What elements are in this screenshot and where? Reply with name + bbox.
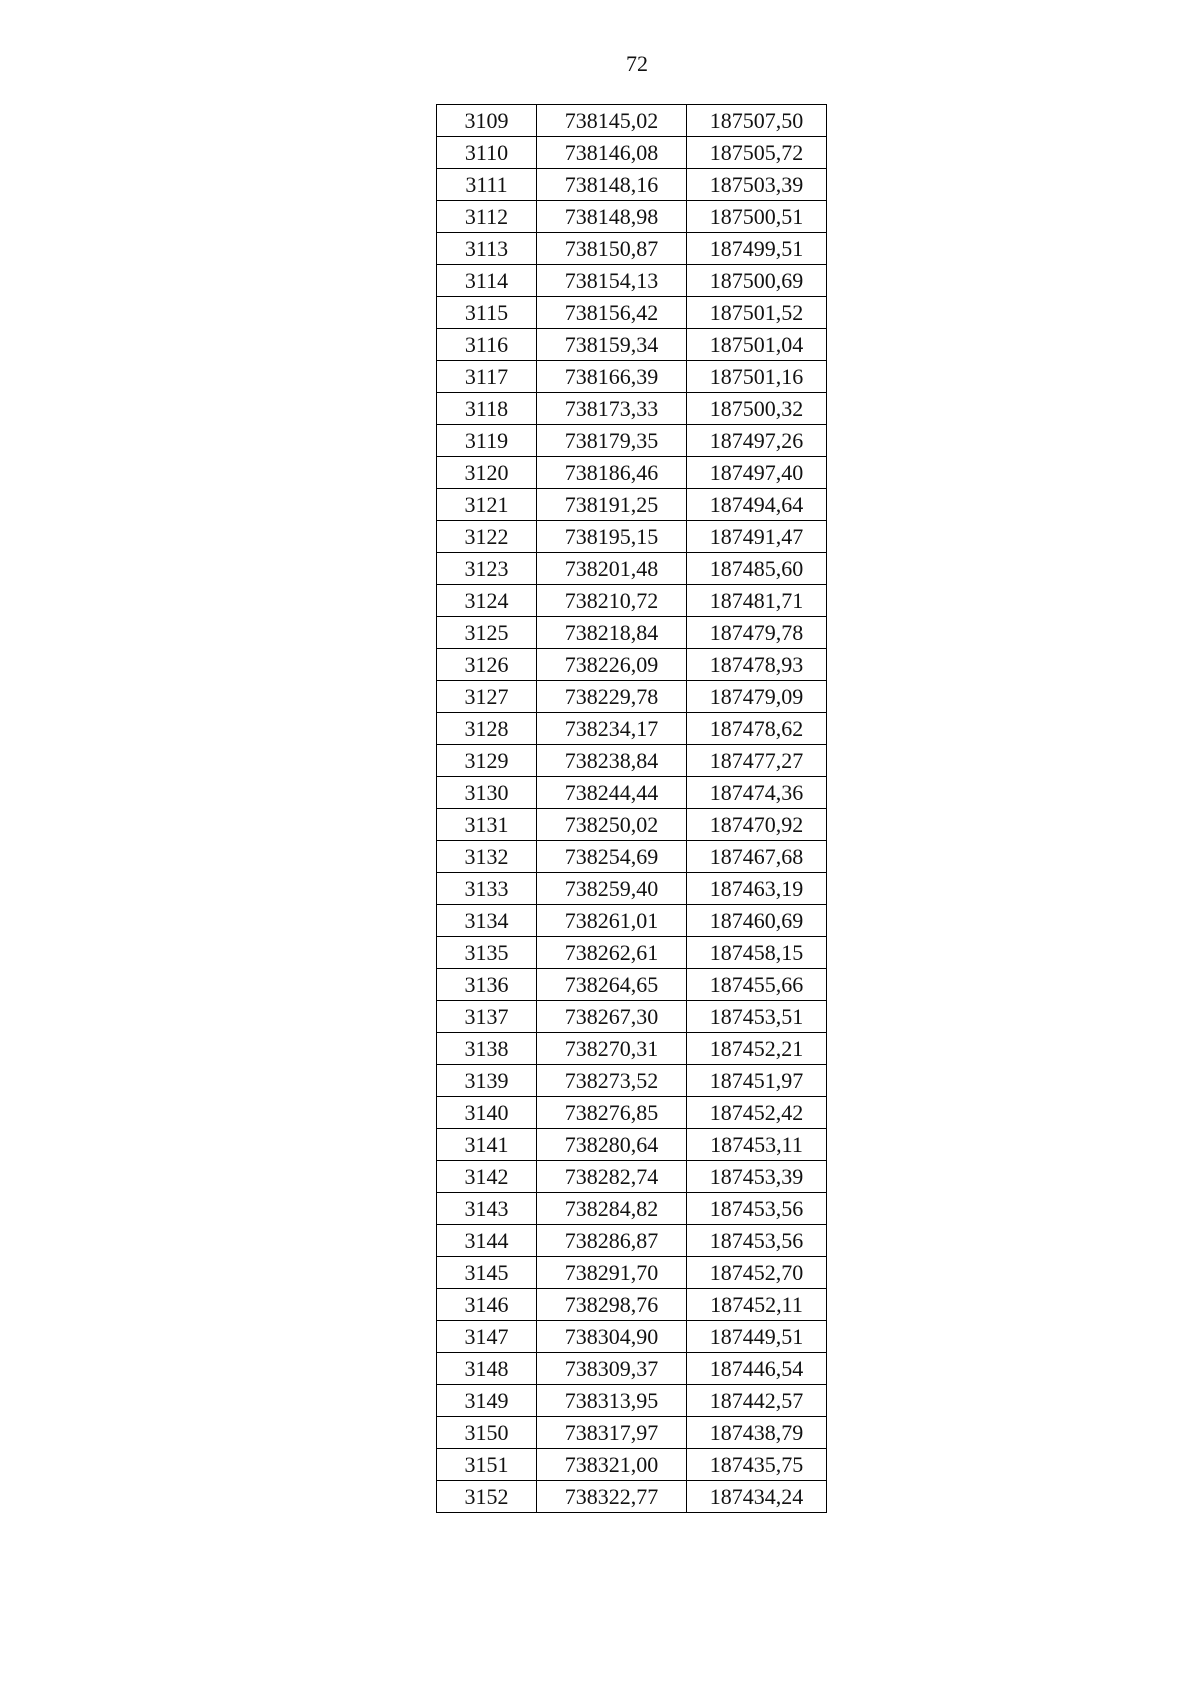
table-row bbox=[437, 233, 827, 265]
y-coordinate-cell: 187505,72 bbox=[687, 137, 827, 169]
y-coordinate-cell: 187501,04 bbox=[687, 329, 827, 361]
point-number-cell: 3110 bbox=[437, 137, 537, 169]
x-coordinate-cell: 738280,64 bbox=[537, 1129, 687, 1161]
table-row bbox=[437, 1353, 827, 1385]
point-number-cell: 3120 bbox=[437, 457, 537, 489]
point-number-cell: 3115 bbox=[437, 297, 537, 329]
table-row bbox=[437, 1385, 827, 1417]
x-coordinate-cell: 738156,42 bbox=[537, 297, 687, 329]
x-coordinate-cell: 738238,84 bbox=[537, 745, 687, 777]
y-coordinate-cell: 187474,36 bbox=[687, 777, 827, 809]
x-coordinate-cell: 738191,25 bbox=[537, 489, 687, 521]
y-coordinate-cell: 187497,40 bbox=[687, 457, 827, 489]
point-number-cell: 3125 bbox=[437, 617, 537, 649]
point-number-cell: 3150 bbox=[437, 1417, 537, 1449]
x-coordinate-cell: 738298,76 bbox=[537, 1289, 687, 1321]
y-coordinate-cell: 187479,09 bbox=[687, 681, 827, 713]
y-coordinate-cell: 187446,54 bbox=[687, 1353, 827, 1385]
point-number-cell: 3136 bbox=[437, 969, 537, 1001]
point-number-cell: 3127 bbox=[437, 681, 537, 713]
y-coordinate-cell: 187455,66 bbox=[687, 969, 827, 1001]
y-coordinate-cell: 187434,24 bbox=[687, 1481, 827, 1513]
point-number-cell: 3119 bbox=[437, 425, 537, 457]
table-row bbox=[437, 1001, 827, 1033]
table-row bbox=[437, 489, 827, 521]
table-row bbox=[437, 745, 827, 777]
x-coordinate-cell: 738166,39 bbox=[537, 361, 687, 393]
y-coordinate-cell: 187467,68 bbox=[687, 841, 827, 873]
x-coordinate-cell: 738195,15 bbox=[537, 521, 687, 553]
table-row bbox=[437, 841, 827, 873]
y-coordinate-cell: 187453,11 bbox=[687, 1129, 827, 1161]
y-coordinate-cell: 187458,15 bbox=[687, 937, 827, 969]
x-coordinate-cell: 738201,48 bbox=[537, 553, 687, 585]
point-number-cell: 3112 bbox=[437, 201, 537, 233]
point-number-cell: 3132 bbox=[437, 841, 537, 873]
x-coordinate-cell: 738261,01 bbox=[537, 905, 687, 937]
point-number-cell: 3130 bbox=[437, 777, 537, 809]
y-coordinate-cell: 187500,32 bbox=[687, 393, 827, 425]
table-row bbox=[437, 937, 827, 969]
y-coordinate-cell: 187449,51 bbox=[687, 1321, 827, 1353]
point-number-cell: 3143 bbox=[437, 1193, 537, 1225]
x-coordinate-cell: 738234,17 bbox=[537, 713, 687, 745]
y-coordinate-cell: 187500,69 bbox=[687, 265, 827, 297]
table-row bbox=[437, 1449, 827, 1481]
point-number-cell: 3116 bbox=[437, 329, 537, 361]
table-row bbox=[437, 617, 827, 649]
point-number-cell: 3142 bbox=[437, 1161, 537, 1193]
point-number-cell: 3129 bbox=[437, 745, 537, 777]
y-coordinate-cell: 187460,69 bbox=[687, 905, 827, 937]
y-coordinate-cell: 187501,16 bbox=[687, 361, 827, 393]
x-coordinate-cell: 738267,30 bbox=[537, 1001, 687, 1033]
x-coordinate-cell: 738322,77 bbox=[537, 1481, 687, 1513]
point-number-cell: 3121 bbox=[437, 489, 537, 521]
table-row bbox=[437, 457, 827, 489]
table-row bbox=[437, 137, 827, 169]
point-number-cell: 3138 bbox=[437, 1033, 537, 1065]
point-number-cell: 3126 bbox=[437, 649, 537, 681]
point-number-cell: 3140 bbox=[437, 1097, 537, 1129]
x-coordinate-cell: 738226,09 bbox=[537, 649, 687, 681]
point-number-cell: 3124 bbox=[437, 585, 537, 617]
table-row bbox=[437, 1417, 827, 1449]
x-coordinate-cell: 738154,13 bbox=[537, 265, 687, 297]
point-number-cell: 3139 bbox=[437, 1065, 537, 1097]
x-coordinate-cell: 738179,35 bbox=[537, 425, 687, 457]
x-coordinate-cell: 738304,90 bbox=[537, 1321, 687, 1353]
y-coordinate-cell: 187453,39 bbox=[687, 1161, 827, 1193]
table-row bbox=[437, 1321, 827, 1353]
table-row bbox=[437, 1161, 827, 1193]
table-row bbox=[437, 873, 827, 905]
x-coordinate-cell: 738229,78 bbox=[537, 681, 687, 713]
table-row bbox=[437, 1257, 827, 1289]
y-coordinate-cell: 187453,51 bbox=[687, 1001, 827, 1033]
y-coordinate-cell: 187497,26 bbox=[687, 425, 827, 457]
table-row bbox=[437, 1129, 827, 1161]
table-row bbox=[437, 681, 827, 713]
point-number-cell: 3151 bbox=[437, 1449, 537, 1481]
y-coordinate-cell: 187503,39 bbox=[687, 169, 827, 201]
table-row bbox=[437, 393, 827, 425]
x-coordinate-cell: 738148,16 bbox=[537, 169, 687, 201]
table-row bbox=[437, 713, 827, 745]
y-coordinate-cell: 187477,27 bbox=[687, 745, 827, 777]
y-coordinate-cell: 187499,51 bbox=[687, 233, 827, 265]
x-coordinate-cell: 738291,70 bbox=[537, 1257, 687, 1289]
y-coordinate-cell: 187452,21 bbox=[687, 1033, 827, 1065]
x-coordinate-cell: 738173,33 bbox=[537, 393, 687, 425]
point-number-cell: 3137 bbox=[437, 1001, 537, 1033]
table-row bbox=[437, 1289, 827, 1321]
x-coordinate-cell: 738262,61 bbox=[537, 937, 687, 969]
x-coordinate-cell: 738276,85 bbox=[537, 1097, 687, 1129]
table-row bbox=[437, 649, 827, 681]
table-row bbox=[437, 809, 827, 841]
table-row bbox=[437, 777, 827, 809]
x-coordinate-cell: 738159,34 bbox=[537, 329, 687, 361]
table-row bbox=[437, 297, 827, 329]
y-coordinate-cell: 187507,50 bbox=[687, 105, 827, 137]
table-row bbox=[437, 969, 827, 1001]
table-row bbox=[437, 265, 827, 297]
y-coordinate-cell: 187452,11 bbox=[687, 1289, 827, 1321]
x-coordinate-cell: 738210,72 bbox=[537, 585, 687, 617]
point-number-cell: 3118 bbox=[437, 393, 537, 425]
table-row bbox=[437, 1225, 827, 1257]
y-coordinate-cell: 187442,57 bbox=[687, 1385, 827, 1417]
x-coordinate-cell: 738146,08 bbox=[537, 137, 687, 169]
x-coordinate-cell: 738250,02 bbox=[537, 809, 687, 841]
x-coordinate-cell: 738264,65 bbox=[537, 969, 687, 1001]
x-coordinate-cell: 738321,00 bbox=[537, 1449, 687, 1481]
table-row bbox=[437, 585, 827, 617]
x-coordinate-cell: 738309,37 bbox=[537, 1353, 687, 1385]
table-row bbox=[437, 105, 827, 137]
x-coordinate-cell: 738270,31 bbox=[537, 1033, 687, 1065]
y-coordinate-cell: 187501,52 bbox=[687, 297, 827, 329]
table-row bbox=[437, 169, 827, 201]
table-row bbox=[437, 329, 827, 361]
point-number-cell: 3147 bbox=[437, 1321, 537, 1353]
table-row bbox=[437, 1097, 827, 1129]
page-number: 72 bbox=[626, 51, 648, 76]
point-number-cell: 3134 bbox=[437, 905, 537, 937]
y-coordinate-cell: 187478,93 bbox=[687, 649, 827, 681]
point-number-cell: 3133 bbox=[437, 873, 537, 905]
y-coordinate-cell: 187438,79 bbox=[687, 1417, 827, 1449]
x-coordinate-cell: 738313,95 bbox=[537, 1385, 687, 1417]
coordinates-table bbox=[436, 104, 827, 1513]
table-row bbox=[437, 361, 827, 393]
table-row bbox=[437, 201, 827, 233]
point-number-cell: 3109 bbox=[437, 105, 537, 137]
table-row bbox=[437, 521, 827, 553]
y-coordinate-cell: 187481,71 bbox=[687, 585, 827, 617]
y-coordinate-cell: 187451,97 bbox=[687, 1065, 827, 1097]
point-number-cell: 3149 bbox=[437, 1385, 537, 1417]
point-number-cell: 3144 bbox=[437, 1225, 537, 1257]
coordinates-table-body bbox=[437, 105, 827, 1513]
point-number-cell: 3152 bbox=[437, 1481, 537, 1513]
point-number-cell: 3131 bbox=[437, 809, 537, 841]
point-number-cell: 3122 bbox=[437, 521, 537, 553]
point-number-cell: 3128 bbox=[437, 713, 537, 745]
x-coordinate-cell: 738317,97 bbox=[537, 1417, 687, 1449]
x-coordinate-cell: 738148,98 bbox=[537, 201, 687, 233]
x-coordinate-cell: 738282,74 bbox=[537, 1161, 687, 1193]
y-coordinate-cell: 187478,62 bbox=[687, 713, 827, 745]
point-number-cell: 3146 bbox=[437, 1289, 537, 1321]
x-coordinate-cell: 738218,84 bbox=[537, 617, 687, 649]
y-coordinate-cell: 187470,92 bbox=[687, 809, 827, 841]
point-number-cell: 3117 bbox=[437, 361, 537, 393]
y-coordinate-cell: 187463,19 bbox=[687, 873, 827, 905]
y-coordinate-cell: 187452,70 bbox=[687, 1257, 827, 1289]
x-coordinate-cell: 738186,46 bbox=[537, 457, 687, 489]
x-coordinate-cell: 738150,87 bbox=[537, 233, 687, 265]
y-coordinate-cell: 187500,51 bbox=[687, 201, 827, 233]
point-number-cell: 3114 bbox=[437, 265, 537, 297]
table-row bbox=[437, 553, 827, 585]
y-coordinate-cell: 187452,42 bbox=[687, 1097, 827, 1129]
table-row bbox=[437, 1481, 827, 1513]
point-number-cell: 3123 bbox=[437, 553, 537, 585]
y-coordinate-cell: 187494,64 bbox=[687, 489, 827, 521]
table-row bbox=[437, 1065, 827, 1097]
x-coordinate-cell: 738244,44 bbox=[537, 777, 687, 809]
x-coordinate-cell: 738284,82 bbox=[537, 1193, 687, 1225]
y-coordinate-cell: 187453,56 bbox=[687, 1193, 827, 1225]
point-number-cell: 3145 bbox=[437, 1257, 537, 1289]
x-coordinate-cell: 738259,40 bbox=[537, 873, 687, 905]
x-coordinate-cell: 738273,52 bbox=[537, 1065, 687, 1097]
y-coordinate-cell: 187453,56 bbox=[687, 1225, 827, 1257]
table-row bbox=[437, 1193, 827, 1225]
point-number-cell: 3148 bbox=[437, 1353, 537, 1385]
table-row bbox=[437, 905, 827, 937]
point-number-cell: 3113 bbox=[437, 233, 537, 265]
table-row bbox=[437, 1033, 827, 1065]
y-coordinate-cell: 187479,78 bbox=[687, 617, 827, 649]
point-number-cell: 3111 bbox=[437, 169, 537, 201]
y-coordinate-cell: 187485,60 bbox=[687, 553, 827, 585]
table-row bbox=[437, 425, 827, 457]
point-number-cell: 3135 bbox=[437, 937, 537, 969]
x-coordinate-cell: 738286,87 bbox=[537, 1225, 687, 1257]
y-coordinate-cell: 187435,75 bbox=[687, 1449, 827, 1481]
x-coordinate-cell: 738254,69 bbox=[537, 841, 687, 873]
y-coordinate-cell: 187491,47 bbox=[687, 521, 827, 553]
point-number-cell: 3141 bbox=[437, 1129, 537, 1161]
x-coordinate-cell: 738145,02 bbox=[537, 105, 687, 137]
